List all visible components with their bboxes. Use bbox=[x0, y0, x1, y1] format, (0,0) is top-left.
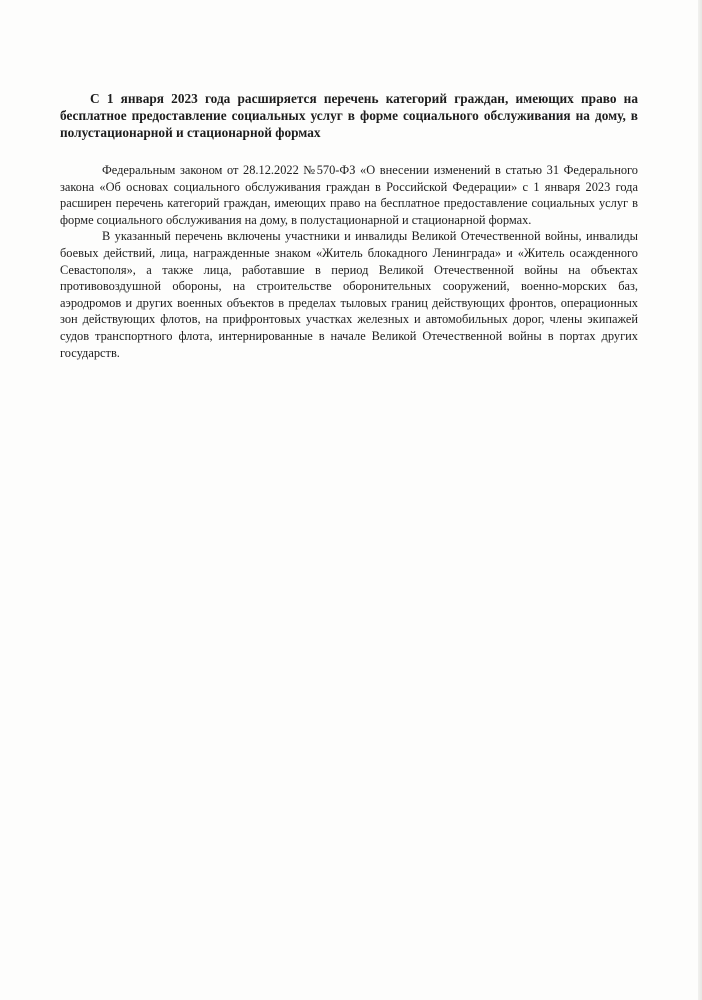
document-body bbox=[60, 90, 638, 361]
scan-page-edge bbox=[698, 0, 702, 1000]
document-heading: С 1 января 2023 года расширяется перечень категорий граждан, имеющих право на бесплатное предоставление социальных услуг в форме социального обслуживания на дому, в полустационарной и стационарной формах bbox=[60, 91, 638, 140]
paragraph-law-reference: Федеральным законом от 28.12.2022 №570-ФЗ «О внесении изменений в статью 31 Федерального закона «Об основах социального обслуживания граждан в Российской Федерации» с 1 января 2023 года расширен перечень категорий граждан, имеющих право на бесплатное предоставление социальных услуг в форме социального обслуживания на дому, в полустационарной и стационарной формах. bbox=[60, 163, 638, 227]
paragraph-eligible-categories: В указанный перечень включены участники и инвалиды Великой Отечественной войны, инвалиды боевых действий, лица, награжденные знаком «Житель блокадного Ленинграда» и «Житель осажденного Севастополя», а также лица, работавшие в период Великой Отечественной войны на объектах противовоздушной обороны, на строительстве оборонительных сооружений, военно-морских баз, аэродромов и других военных объектов в пределах тыловых границ действующих фронтов, операционных зон действующих флотов, на прифронтовых участках железных и автомобильных дорог, члены экипажей судов транспортного флота, интернированные в начале Великой Отечественной войны в портах других государств. bbox=[60, 229, 638, 360]
